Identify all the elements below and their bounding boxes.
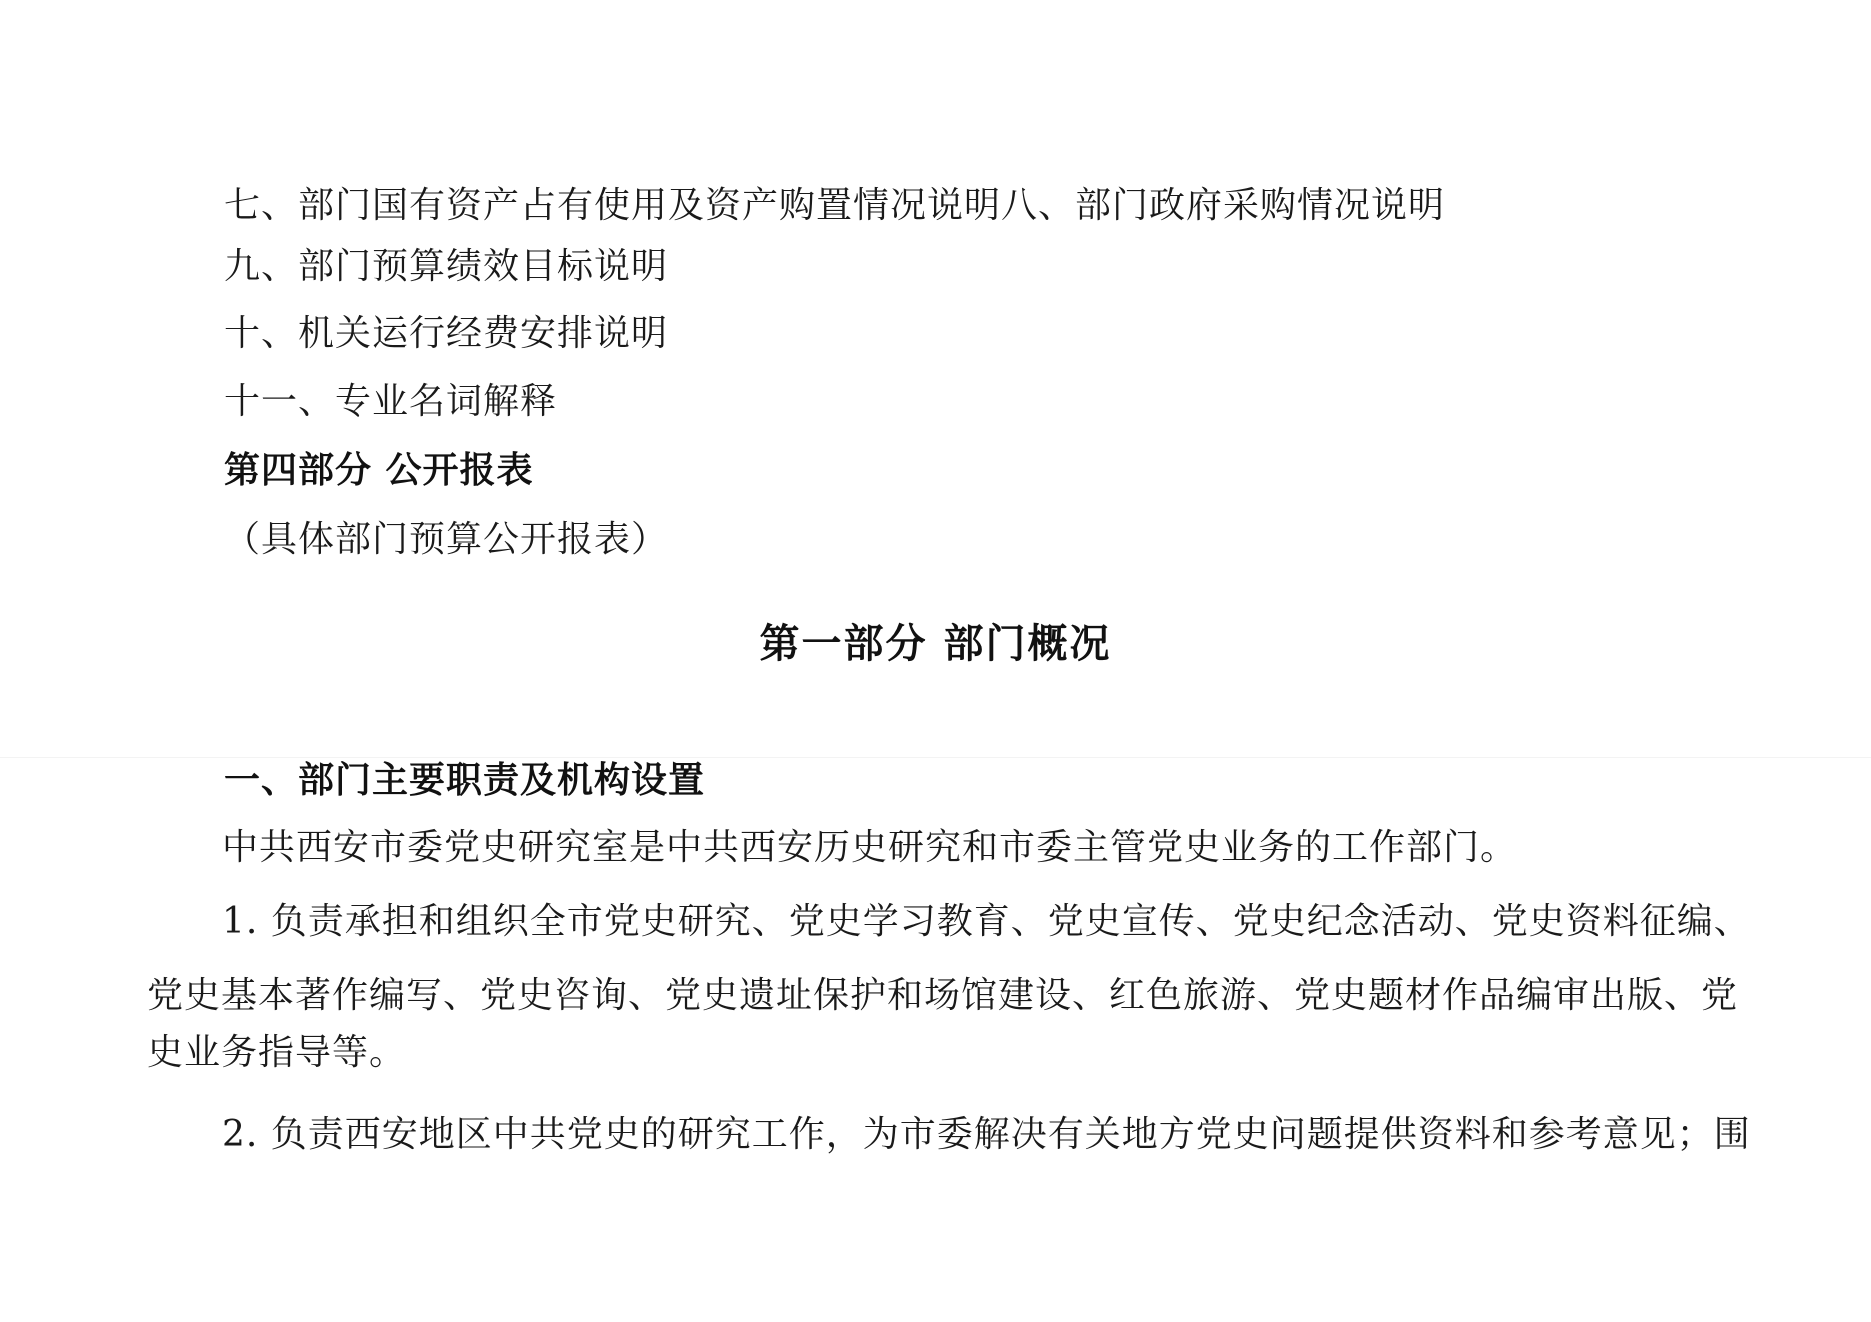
duty-1-line-1: 1. 负责承担和组织全市党史研究、党史学习教育、党史宣传、党史纪念活动、党史资料征编、 [222, 901, 1751, 942]
intro-paragraph: 中共西安市委党史研究室是中共西安历史研究和市委主管党史业务的工作部门。 [222, 827, 1518, 868]
duty-1-line-3: 史业务指导等。 [147, 1032, 407, 1073]
toc-part4-note: （具体部门预算公开报表） [224, 519, 669, 560]
toc-item-10: 十、机关运行经费安排说明 [224, 313, 669, 354]
scan-seam-divider [0, 757, 1871, 758]
toc-item-11: 十一、专业名词解释 [224, 381, 558, 422]
toc-item-9: 九、部门预算绩效目标说明 [224, 246, 669, 287]
page-title: 第一部分 部门概况 [759, 621, 1112, 667]
section-heading: 一、部门主要职责及机构设置 [224, 760, 706, 801]
duty-2-line-1: 2. 负责西安地区中共党史的研究工作，为市委解决有关地方党史问题提供资料和参考意见；围 [222, 1114, 1751, 1155]
toc-part4-title: 第四部分 公开报表 [224, 450, 534, 491]
duty-1-line-2: 党史基本著作编写、党史咨询、党史遗址保护和场馆建设、红色旅游、党史题材作品编审出版、党 [147, 975, 1739, 1016]
toc-item-7-8: 七、部门国有资产占有使用及资产购置情况说明八、部门政府采购情况说明 [224, 185, 1446, 226]
